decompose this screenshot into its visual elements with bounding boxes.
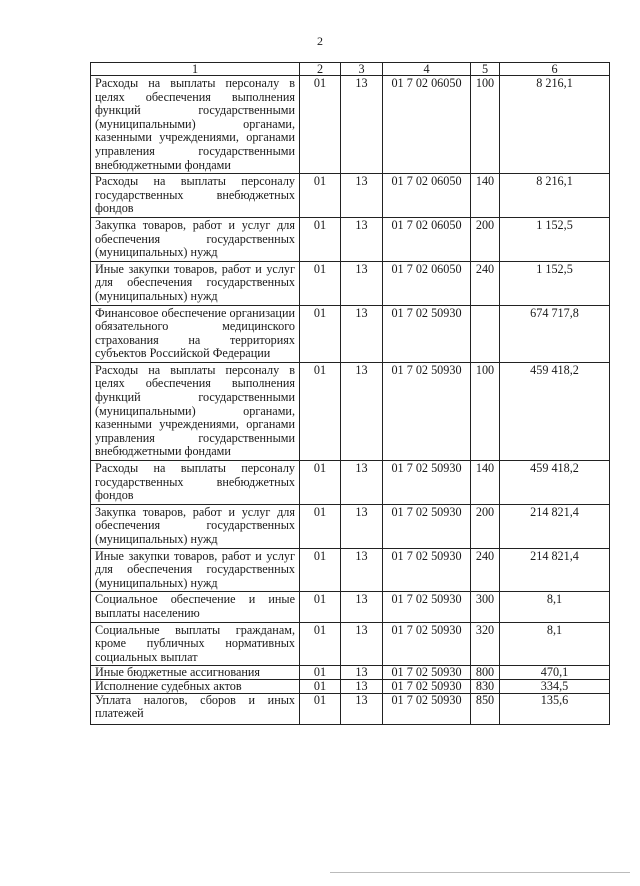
row-target-article: 01 7 02 50930 (383, 592, 471, 622)
row-description: Финансовое обеспечение организации обязательного медицинского страхования на территориях субъектов Российской Федерации (91, 305, 300, 362)
row-expense-type: 830 (471, 680, 500, 694)
row-amount: 1 152,5 (500, 261, 610, 305)
row-target-article: 01 7 02 06050 (383, 261, 471, 305)
row-amount: 8,1 (500, 592, 610, 622)
row-description: Уплата налогов, сборов и иных платежей (91, 694, 300, 725)
row-amount: 1 152,5 (500, 217, 610, 261)
row-subsection: 13 (341, 461, 383, 505)
row-section: 01 (300, 680, 341, 694)
row-subsection: 13 (341, 261, 383, 305)
row-section: 01 (300, 622, 341, 666)
row-section: 01 (300, 261, 341, 305)
row-subsection: 13 (341, 362, 383, 460)
table-row (91, 217, 610, 261)
table-row (91, 261, 610, 305)
scan-edge-line (330, 872, 630, 873)
row-expense-type: 140 (471, 174, 500, 218)
page-number: 2 (317, 34, 323, 48)
row-description: Расходы на выплаты персоналу государственных внебюджетных фондов (91, 174, 300, 218)
row-section: 01 (300, 461, 341, 505)
row-amount: 459 418,2 (500, 461, 610, 505)
row-description: Расходы на выплаты персоналу в целях обеспечения выполнения функций государственными (муниципальными) органами, казенными учреждениями, органами управления государственными внебюджетными фондами (91, 362, 300, 460)
table-row (91, 504, 610, 548)
row-section: 01 (300, 76, 341, 174)
row-target-article: 01 7 02 50930 (383, 461, 471, 505)
row-expense-type: 100 (471, 76, 500, 174)
row-target-article: 01 7 02 06050 (383, 217, 471, 261)
row-target-article: 01 7 02 50930 (383, 666, 471, 680)
row-description: Иные закупки товаров, работ и услуг для обеспечения государственных (муниципальных) нужд (91, 261, 300, 305)
row-expense-type: 200 (471, 217, 500, 261)
row-description: Социальные выплаты гражданам, кроме публичных нормативных социальных выплат (91, 622, 300, 666)
row-expense-type: 140 (471, 461, 500, 505)
row-expense-type: 100 (471, 362, 500, 460)
row-description: Иные бюджетные ассигнования (91, 666, 300, 680)
row-description: Расходы на выплаты персоналу государственных внебюджетных фондов (91, 461, 300, 505)
row-amount: 135,6 (500, 694, 610, 725)
row-description: Закупка товаров, работ и услуг для обеспечения государственных (муниципальных) нужд (91, 217, 300, 261)
row-amount: 470,1 (500, 666, 610, 680)
row-target-article: 01 7 02 50930 (383, 362, 471, 460)
row-amount: 8 216,1 (500, 174, 610, 218)
row-subsection: 13 (341, 174, 383, 218)
row-section: 01 (300, 217, 341, 261)
row-amount: 8,1 (500, 622, 610, 666)
row-section: 01 (300, 362, 341, 460)
row-subsection: 13 (341, 592, 383, 622)
table-row (91, 680, 610, 694)
table-row (91, 666, 610, 680)
table-row (91, 592, 610, 622)
row-expense-type (471, 305, 500, 362)
row-subsection: 13 (341, 548, 383, 592)
row-expense-type: 240 (471, 548, 500, 592)
row-description: Закупка товаров, работ и услуг для обеспечения государственных (муниципальных) нужд (91, 504, 300, 548)
row-amount: 214 821,4 (500, 548, 610, 592)
table-row (91, 305, 610, 362)
row-amount: 674 717,8 (500, 305, 610, 362)
table-row (91, 174, 610, 218)
column-header: 6 (500, 63, 610, 76)
row-expense-type: 850 (471, 694, 500, 725)
row-subsection: 13 (341, 694, 383, 725)
table-header-row (91, 63, 610, 76)
row-section: 01 (300, 504, 341, 548)
row-subsection: 13 (341, 217, 383, 261)
row-section: 01 (300, 694, 341, 725)
table-row (91, 622, 610, 666)
row-subsection: 13 (341, 76, 383, 174)
row-amount: 459 418,2 (500, 362, 610, 460)
row-subsection: 13 (341, 504, 383, 548)
column-header: 4 (383, 63, 471, 76)
row-target-article: 01 7 02 06050 (383, 174, 471, 218)
row-section: 01 (300, 174, 341, 218)
row-expense-type: 320 (471, 622, 500, 666)
row-subsection: 13 (341, 680, 383, 694)
row-target-article: 01 7 02 50930 (383, 548, 471, 592)
row-description: Расходы на выплаты персоналу в целях обеспечения выполнения функций государственными (муниципальными) органами, казенными учреждениями, органами управления государственными внебюджетными фондами (91, 76, 300, 174)
row-target-article: 01 7 02 50930 (383, 680, 471, 694)
row-target-article: 01 7 02 50930 (383, 504, 471, 548)
row-amount: 334,5 (500, 680, 610, 694)
row-amount: 214 821,4 (500, 504, 610, 548)
row-description: Исполнение судебных актов (91, 680, 300, 694)
column-header: 5 (471, 63, 500, 76)
row-subsection: 13 (341, 305, 383, 362)
column-header: 1 (91, 63, 300, 76)
row-target-article: 01 7 02 50930 (383, 305, 471, 362)
row-target-article: 01 7 02 50930 (383, 622, 471, 666)
table-row (91, 76, 610, 174)
table-row (91, 694, 610, 725)
row-subsection: 13 (341, 666, 383, 680)
table-row (91, 548, 610, 592)
column-header: 2 (300, 63, 341, 76)
row-section: 01 (300, 666, 341, 680)
row-description: Социальное обеспечение и иные выплаты населению (91, 592, 300, 622)
column-header: 3 (341, 63, 383, 76)
row-section: 01 (300, 548, 341, 592)
row-subsection: 13 (341, 622, 383, 666)
row-target-article: 01 7 02 50930 (383, 694, 471, 725)
row-section: 01 (300, 305, 341, 362)
row-section: 01 (300, 592, 341, 622)
budget-table (90, 62, 610, 725)
row-expense-type: 300 (471, 592, 500, 622)
table-row (91, 362, 610, 460)
row-target-article: 01 7 02 06050 (383, 76, 471, 174)
table-body (91, 76, 610, 725)
row-expense-type: 800 (471, 666, 500, 680)
row-description: Иные закупки товаров, работ и услуг для обеспечения государственных (муниципальных) нужд (91, 548, 300, 592)
row-amount: 8 216,1 (500, 76, 610, 174)
table-row (91, 461, 610, 505)
row-expense-type: 200 (471, 504, 500, 548)
row-expense-type: 240 (471, 261, 500, 305)
